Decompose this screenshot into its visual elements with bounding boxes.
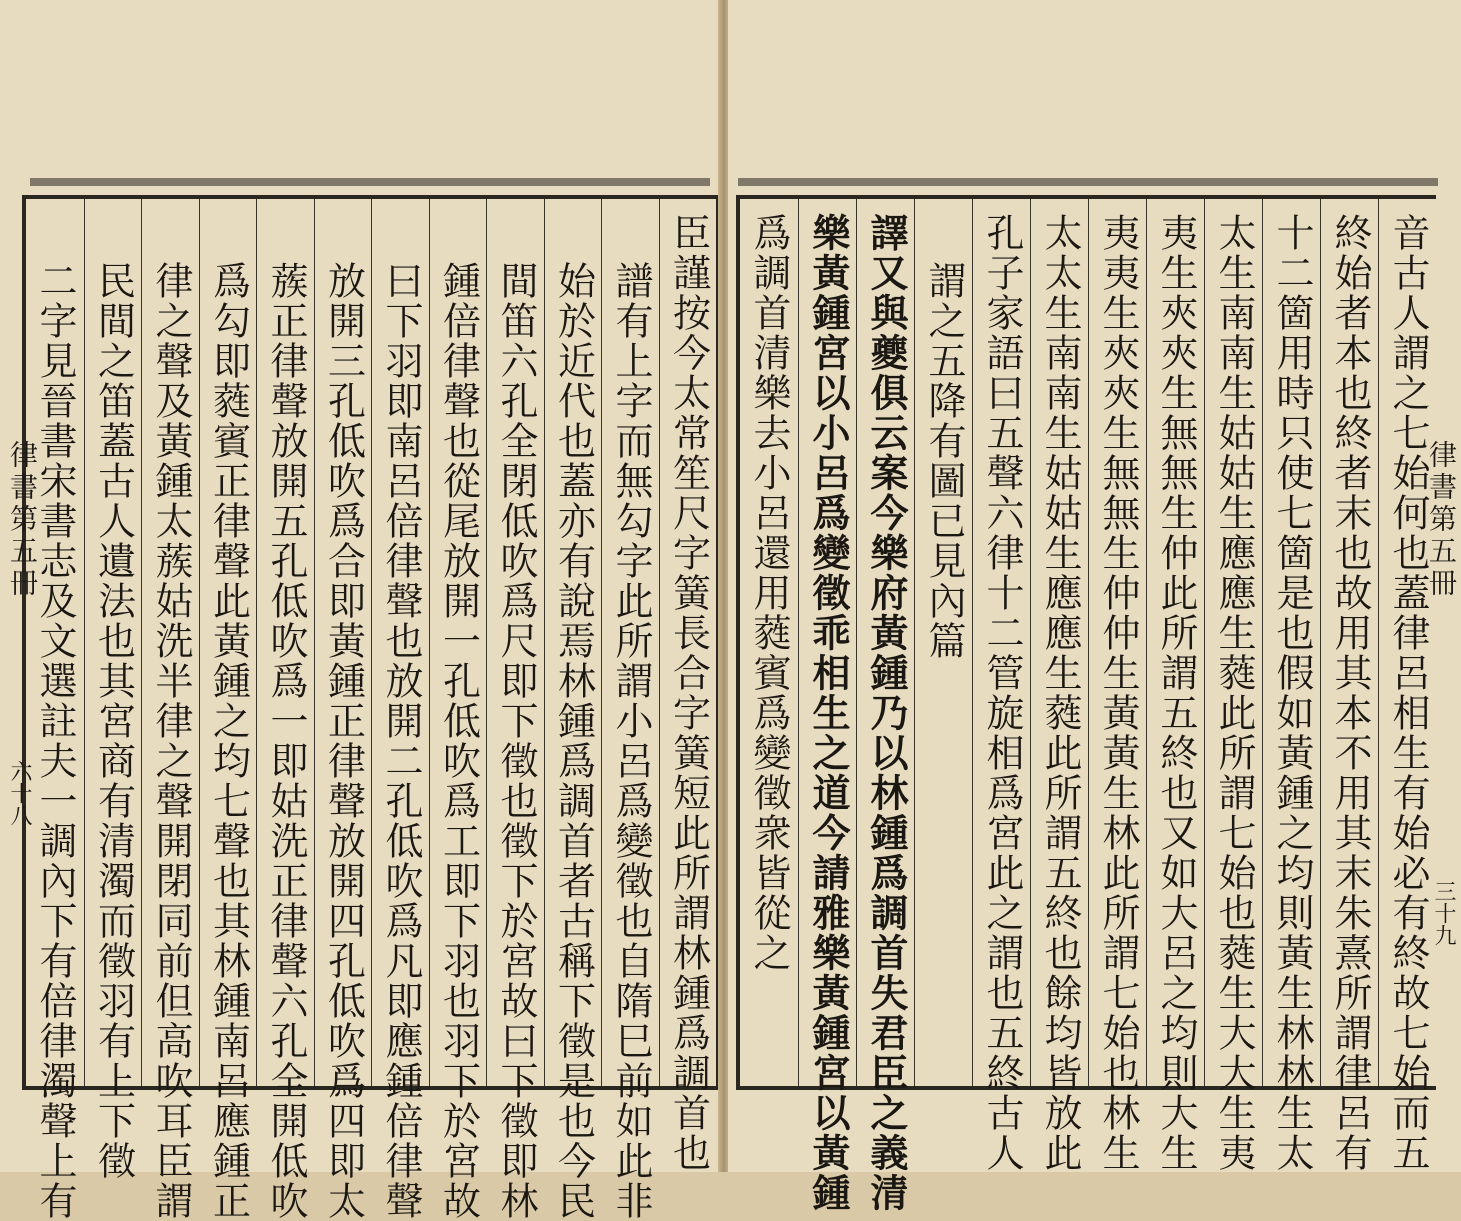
left-column	[256, 199, 314, 1221]
left-column	[199, 199, 257, 1221]
left-column-text: 放開三孔低吹爲合即黃鍾正律聲放開四孔低吹爲四即太	[321, 261, 366, 1221]
top-rule	[30, 178, 710, 186]
left-column-text: 民間之笛蓋古人遺法也其宮商有清濁而徵羽有上下徵	[91, 261, 136, 1181]
right-column-text: 孔子家語曰五聲六律十二管旋相爲宮此之謂也五終古人	[980, 213, 1024, 1173]
right-column-text: 終始者本也終者末也故用其本不用其末朱熹所謂律呂有	[1328, 213, 1372, 1173]
left-column	[26, 199, 83, 1221]
right-column	[972, 199, 1030, 1173]
right-text-frame	[736, 195, 1436, 1213]
right-column-text: 樂黃鍾宮以小呂爲變徵乖相生之道今請雅樂黃鍾宮以黃鍾	[806, 213, 851, 1213]
left-column-text: 始於近代也蓋亦有說焉林鍾爲調首者古稱下徵是也今民	[551, 261, 596, 1221]
left-column-text: 爲勾即蕤賓正律聲此黃鍾之均七聲也其林鍾南呂應鍾正	[206, 261, 251, 1221]
right-column-text: 爲調首清樂去小呂還用蕤賓爲變徵衆皆從之	[747, 213, 791, 973]
right-column-text: 譯又與夔俱云案今樂府黃鍾乃以林鍾爲調首失君臣之義清	[864, 213, 909, 1213]
right-column-text: 謂之五降有圖已見內篇	[922, 261, 966, 661]
left-column-text: 臣謹按今太常笙尺字簧長合字簧短此所謂林鍾爲調首也	[666, 213, 711, 1173]
right-column	[1204, 199, 1262, 1173]
left-column	[371, 199, 429, 1221]
right-column	[1320, 199, 1378, 1173]
left-column-text: 律之聲及黃鍾太蔟姑洗半律之聲開閉同前但高吹耳臣謂	[149, 261, 193, 1221]
right-column	[1378, 199, 1436, 1173]
left-column-text: 二字見晉書宋書志及文選註夫一調內下有倍律濁聲上有	[33, 261, 78, 1221]
right-column	[1262, 199, 1320, 1173]
right-column-text: 夷生夾夾生無無生仲此所謂五終也又如大呂之均則大生	[1154, 213, 1198, 1173]
right-side-folio: 三十九	[1431, 880, 1456, 946]
right-column-text: 夷夷生夾夾生無無生仲仲生黃黃生林此所謂七始也林生	[1096, 213, 1140, 1173]
left-column	[486, 199, 544, 1221]
left-column	[544, 199, 602, 1221]
right-page	[726, 0, 1461, 1213]
right-column-text: 太生南南生姑姑生應應生蕤此所謂七始也蕤生大大生夷	[1212, 213, 1256, 1173]
left-column-text: 蔟正律聲放開五孔低吹爲一即姑洗正律聲六孔全開低吹	[264, 261, 308, 1221]
right-column-text: 十二箇用時只使七箇是也假如黃鍾之均則黃生林林生太	[1270, 213, 1314, 1173]
right-column	[1088, 199, 1146, 1173]
left-side-folio: 六十八	[7, 760, 32, 826]
left-column	[429, 199, 487, 1221]
left-column	[141, 199, 199, 1221]
right-column	[798, 199, 856, 1213]
left-column	[84, 199, 142, 1181]
left-page	[0, 0, 724, 1221]
left-column	[659, 199, 717, 1173]
right-column-text: 太太生南南生姑姑生應應生蕤此所謂五終也餘均皆放此	[1038, 213, 1082, 1173]
left-text-frame	[22, 195, 720, 1221]
top-rule	[738, 178, 1438, 186]
left-column	[601, 199, 659, 1221]
right-column	[740, 199, 798, 1086]
left-column-text: 間笛六孔全閉低吹爲尺即下徵也徵下於宮故曰下徵即林	[494, 261, 538, 1221]
left-column-text: 曰下羽即南呂倍律聲也放開二孔低吹爲凡即應鍾倍律聲	[379, 261, 423, 1221]
right-column	[1030, 199, 1088, 1173]
right-column	[1146, 199, 1204, 1173]
left-side-title: 律書第五冊	[6, 440, 39, 600]
left-column-text: 譜有上字而無勾字此所謂小呂爲變徵也自隋巳前如此非	[609, 261, 653, 1221]
right-column	[914, 199, 972, 1086]
left-column-text: 鍾倍律聲也從尾放開一孔低吹爲工即下羽也羽下於宮故	[436, 261, 481, 1221]
right-column	[856, 199, 914, 1213]
left-column	[314, 199, 372, 1221]
right-column-text: 音古人謂之七始何也蓋律呂相生有始必有終故七始而五	[1386, 213, 1430, 1173]
right-side-title: 律書第五冊	[1425, 440, 1458, 600]
